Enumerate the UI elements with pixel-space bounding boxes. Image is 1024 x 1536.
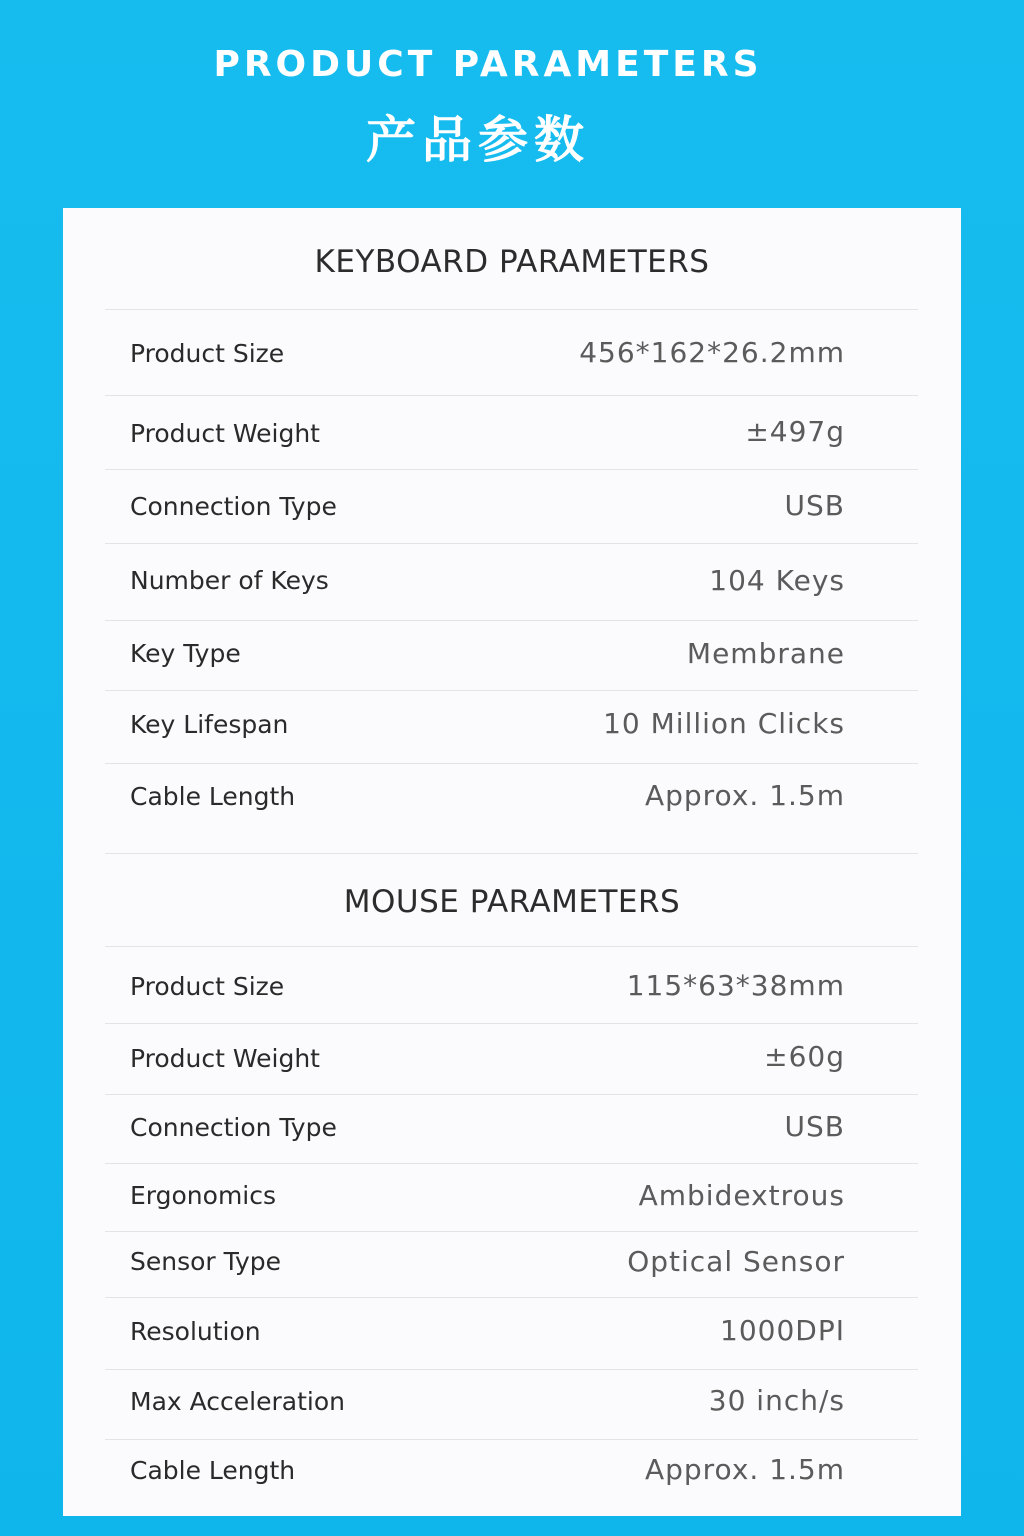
keyboard-product-size-label: Product Size — [130, 339, 285, 368]
mouse-ergonomics-label: Ergonomics — [130, 1181, 277, 1210]
mouse-resolution-value: 1000DPI — [720, 1314, 845, 1347]
divider — [105, 1369, 918, 1370]
keyboard-product-weight-label: Product Weight — [130, 419, 320, 448]
mouse-sensor-type-value: Optical Sensor — [627, 1245, 845, 1278]
mouse-cable-length-label: Cable Length — [130, 1456, 296, 1485]
divider — [105, 1297, 918, 1298]
keyboard-connection-type-value: USB — [784, 489, 845, 522]
page-title-chinese: 产品参数 — [366, 111, 590, 169]
mouse-connection-type-value: USB — [784, 1110, 845, 1143]
page-title-english: PRODUCT PARAMETERS — [213, 44, 763, 85]
keyboard-cable-length-label: Cable Length — [130, 782, 296, 811]
mouse-sensor-type-label: Sensor Type — [130, 1247, 282, 1276]
divider — [105, 1439, 918, 1440]
mouse-product-weight-value: ±60g — [764, 1040, 845, 1073]
divider — [105, 395, 918, 396]
divider — [105, 763, 918, 764]
divider — [105, 946, 918, 947]
divider — [105, 543, 918, 544]
divider — [105, 853, 918, 854]
mouse-resolution-label: Resolution — [130, 1317, 261, 1346]
keyboard-key-lifespan-value: 10 Million Clicks — [603, 707, 845, 740]
mouse-product-weight-label: Product Weight — [130, 1044, 320, 1073]
keyboard-number-of-keys-label: Number of Keys — [130, 566, 329, 595]
divider — [105, 1023, 918, 1024]
keyboard-product-size-value: 456*162*26.2mm — [579, 336, 845, 369]
mouse-connection-type-label: Connection Type — [130, 1113, 337, 1142]
divider — [105, 469, 918, 470]
divider — [105, 620, 918, 621]
keyboard-key-lifespan-label: Key Lifespan — [130, 710, 289, 739]
keyboard-key-type-label: Key Type — [130, 639, 241, 668]
divider — [105, 1163, 918, 1164]
mouse-cable-length-value: Approx. 1.5m — [644, 1453, 845, 1486]
divider — [105, 1094, 918, 1095]
mouse-product-size-value: 115*63*38mm — [626, 969, 845, 1002]
keyboard-cable-length-value: Approx. 1.5m — [644, 779, 845, 812]
mouse-section-title: MOUSE PARAMETERS — [343, 884, 681, 920]
keyboard-section-title: KEYBOARD PARAMETERS — [314, 244, 710, 280]
mouse-max-acceleration-value: 30 inch/s — [708, 1384, 845, 1417]
keyboard-number-of-keys-value: 104 Keys — [709, 564, 845, 597]
parameters-card — [63, 208, 961, 1516]
mouse-product-size-label: Product Size — [130, 972, 285, 1001]
divider — [105, 1231, 918, 1232]
mouse-max-acceleration-label: Max Acceleration — [130, 1387, 345, 1416]
keyboard-key-type-value: Membrane — [686, 637, 845, 670]
keyboard-product-weight-value: ±497g — [745, 415, 845, 448]
divider — [105, 690, 918, 691]
divider — [105, 309, 918, 310]
mouse-ergonomics-value: Ambidextrous — [638, 1179, 845, 1212]
keyboard-connection-type-label: Connection Type — [130, 492, 337, 521]
